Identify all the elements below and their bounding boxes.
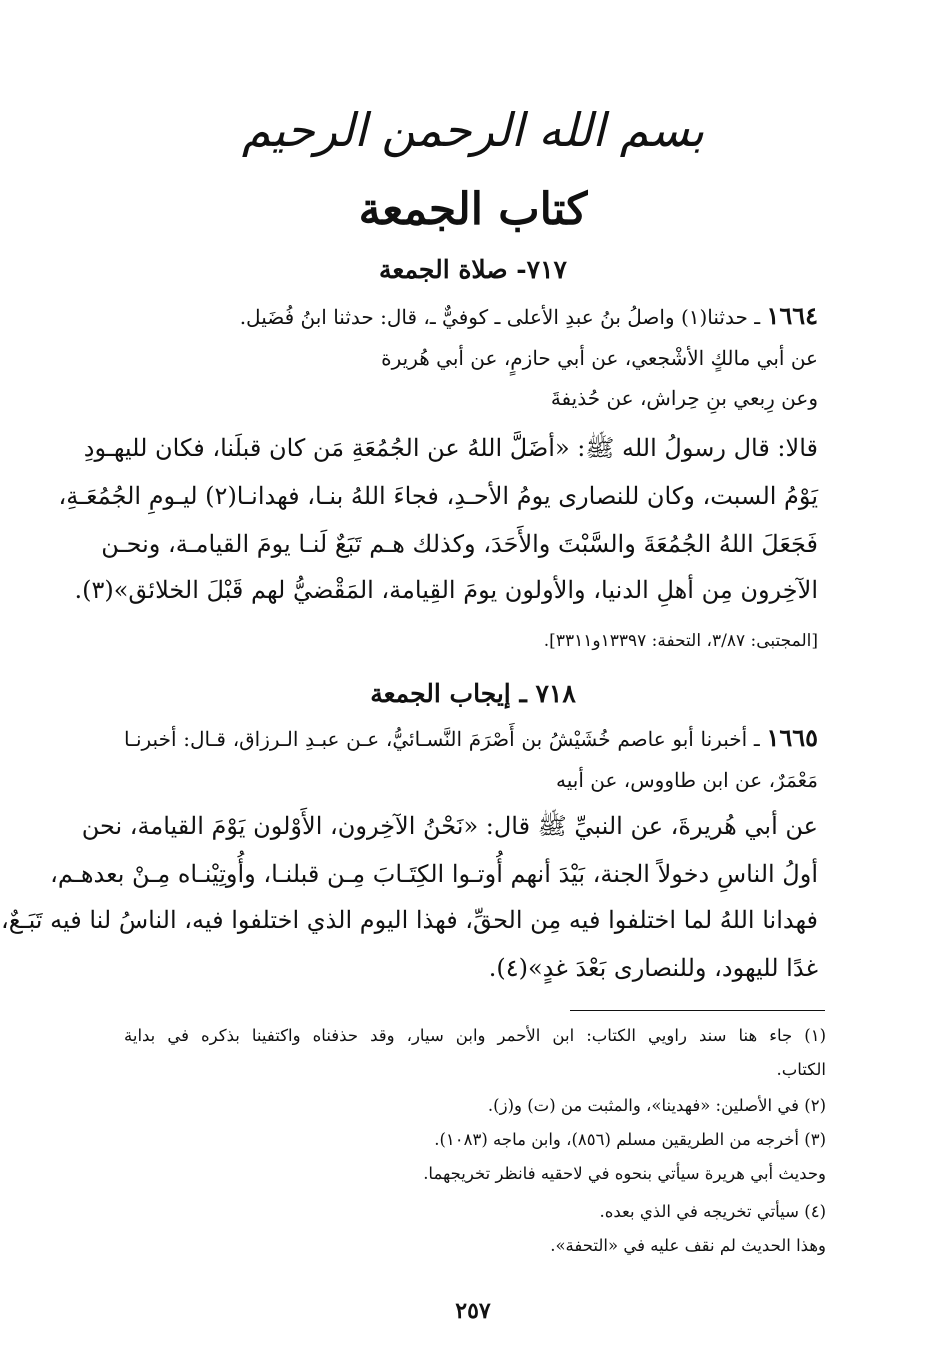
footnote: (٤) سيأتي تخريجه في الذي بعده. (599, 1202, 826, 1221)
hadith-line: عن أبي مالكٍ الأشْجعي، عن أبي حازمٍ، عن أبي هُريرة (381, 346, 818, 370)
tuhfa-reference: [المجتبى: ٣/٨٧، التحفة: ١٣٣٩٧و٣٣١١]. (543, 631, 818, 651)
hadith-line (124, 720, 818, 757)
chapter-heading: ٧١٨ ـ إيجاب الجمعة (370, 679, 576, 708)
footnote-separator (570, 1010, 825, 1011)
hadith-line: غدًا لليهود، وللنصارى بَعْدَ غدٍ»(٤). (488, 954, 818, 982)
hadith-text: ـ حدثنا(١) واصلُ بنُ عبدِ الأعلى ـ كوفيٌّ ـ، قال: حدثنا ابنُ فُضَيل. (239, 305, 761, 329)
hadith-number: ١٦٦٤ (766, 301, 818, 330)
footnote: وهذا الحديث لم نقف عليه في «التحفة». (550, 1236, 826, 1255)
hadith-line: قالا: قال رسولُ الله ﷺ: «أضَلَّ اللهُ عن الجُمُعَةِ مَن كان قبلَنا، فكان لليهـودِ (83, 434, 818, 462)
footnote: (٢) في الأصلين: «فهدينا»، والمثبت من (ت) و(ز). (487, 1096, 826, 1115)
footnote: (١) جاء هنا سند راويي الكتاب: ابن الأحمر وابن سيار، وقد حذفناه واكتفينا بذكره في بداية (124, 1026, 826, 1045)
footnote: وحديث أبي هريرة سيأتي بنحوه في لاحقيه فانظر تخريجهما. (423, 1164, 826, 1183)
hadith-line: فَجَعَلَ اللهُ الجُمُعَةَ والسَّبْتَ والأَحَدَ، وكذلك هـم تَبَعٌ لَنـا يومَ القيامـة، ونحـن (101, 530, 818, 558)
page-number: ٢٥٧ (455, 1298, 491, 1324)
basmala: بسم الله الرحمن الرحيم (241, 103, 705, 157)
footnote: الكتاب. (776, 1060, 826, 1079)
hadith-line: الآخِرون مِن أهلِ الدنيا، والأولون يومَ القِيامة، المَقْضيُّ لهم قَبْلَ الخلائق»(٣). (74, 576, 818, 604)
chapter-heading: ٧١٧- صلاة الجمعة (379, 255, 567, 284)
hadith-line: مَعْمَرٌ، عن ابن طاووس، عن أبيه (556, 768, 818, 792)
hadith-text: ـ أخبرنا أبو عاصم خُشَيْشُ بن أَصْرَمَ النَّسـائيُّ، عـن عبـدِ الـرزاق، قـال: أخبرنـا (124, 727, 760, 751)
hadith-line: يَوْمُ السبت، وكان للنصارى يومُ الأحـدِ، فجاءَ اللهُ بنـا، فهدانـا(٢) ليـومِ الجُمُعَـةِ، (58, 482, 818, 510)
footnote: (٣) أخرجه من الطريقين مسلم (٨٥٦)، وابن ماجه (١٠٨٣). (434, 1130, 826, 1149)
book-title: كتاب الجمعة (358, 184, 588, 235)
hadith-line: أولُ الناسِ دخولاً الجنة، بَيْدَ أنهم أُوتـوا الكِتَـابَ مِـن قبلنـا، وأُوتِيْنـاه مِـنْ بعدهـم، (50, 860, 818, 888)
hadith-line (124, 298, 818, 335)
hadith-line: فهدانا اللهُ لما اختلفوا فيه مِن الحقِّ، فهذا اليوم الذي اختلفوا فيه، الناسُ لنا فيه تَبَـعٌ، (1, 906, 818, 934)
hadith-line: عن أبي هُريرةَ، عن النبيِّ ﷺ قال: «نَحْنُ الآخِرون، الأَوْلون يَوْمَ القيامة، نحن (81, 812, 818, 840)
hadith-line: وعن رِبعي بنِ حِراش، عن حُذيفةَ (550, 386, 818, 410)
hadith-number: ١٦٦٥ (766, 723, 818, 752)
